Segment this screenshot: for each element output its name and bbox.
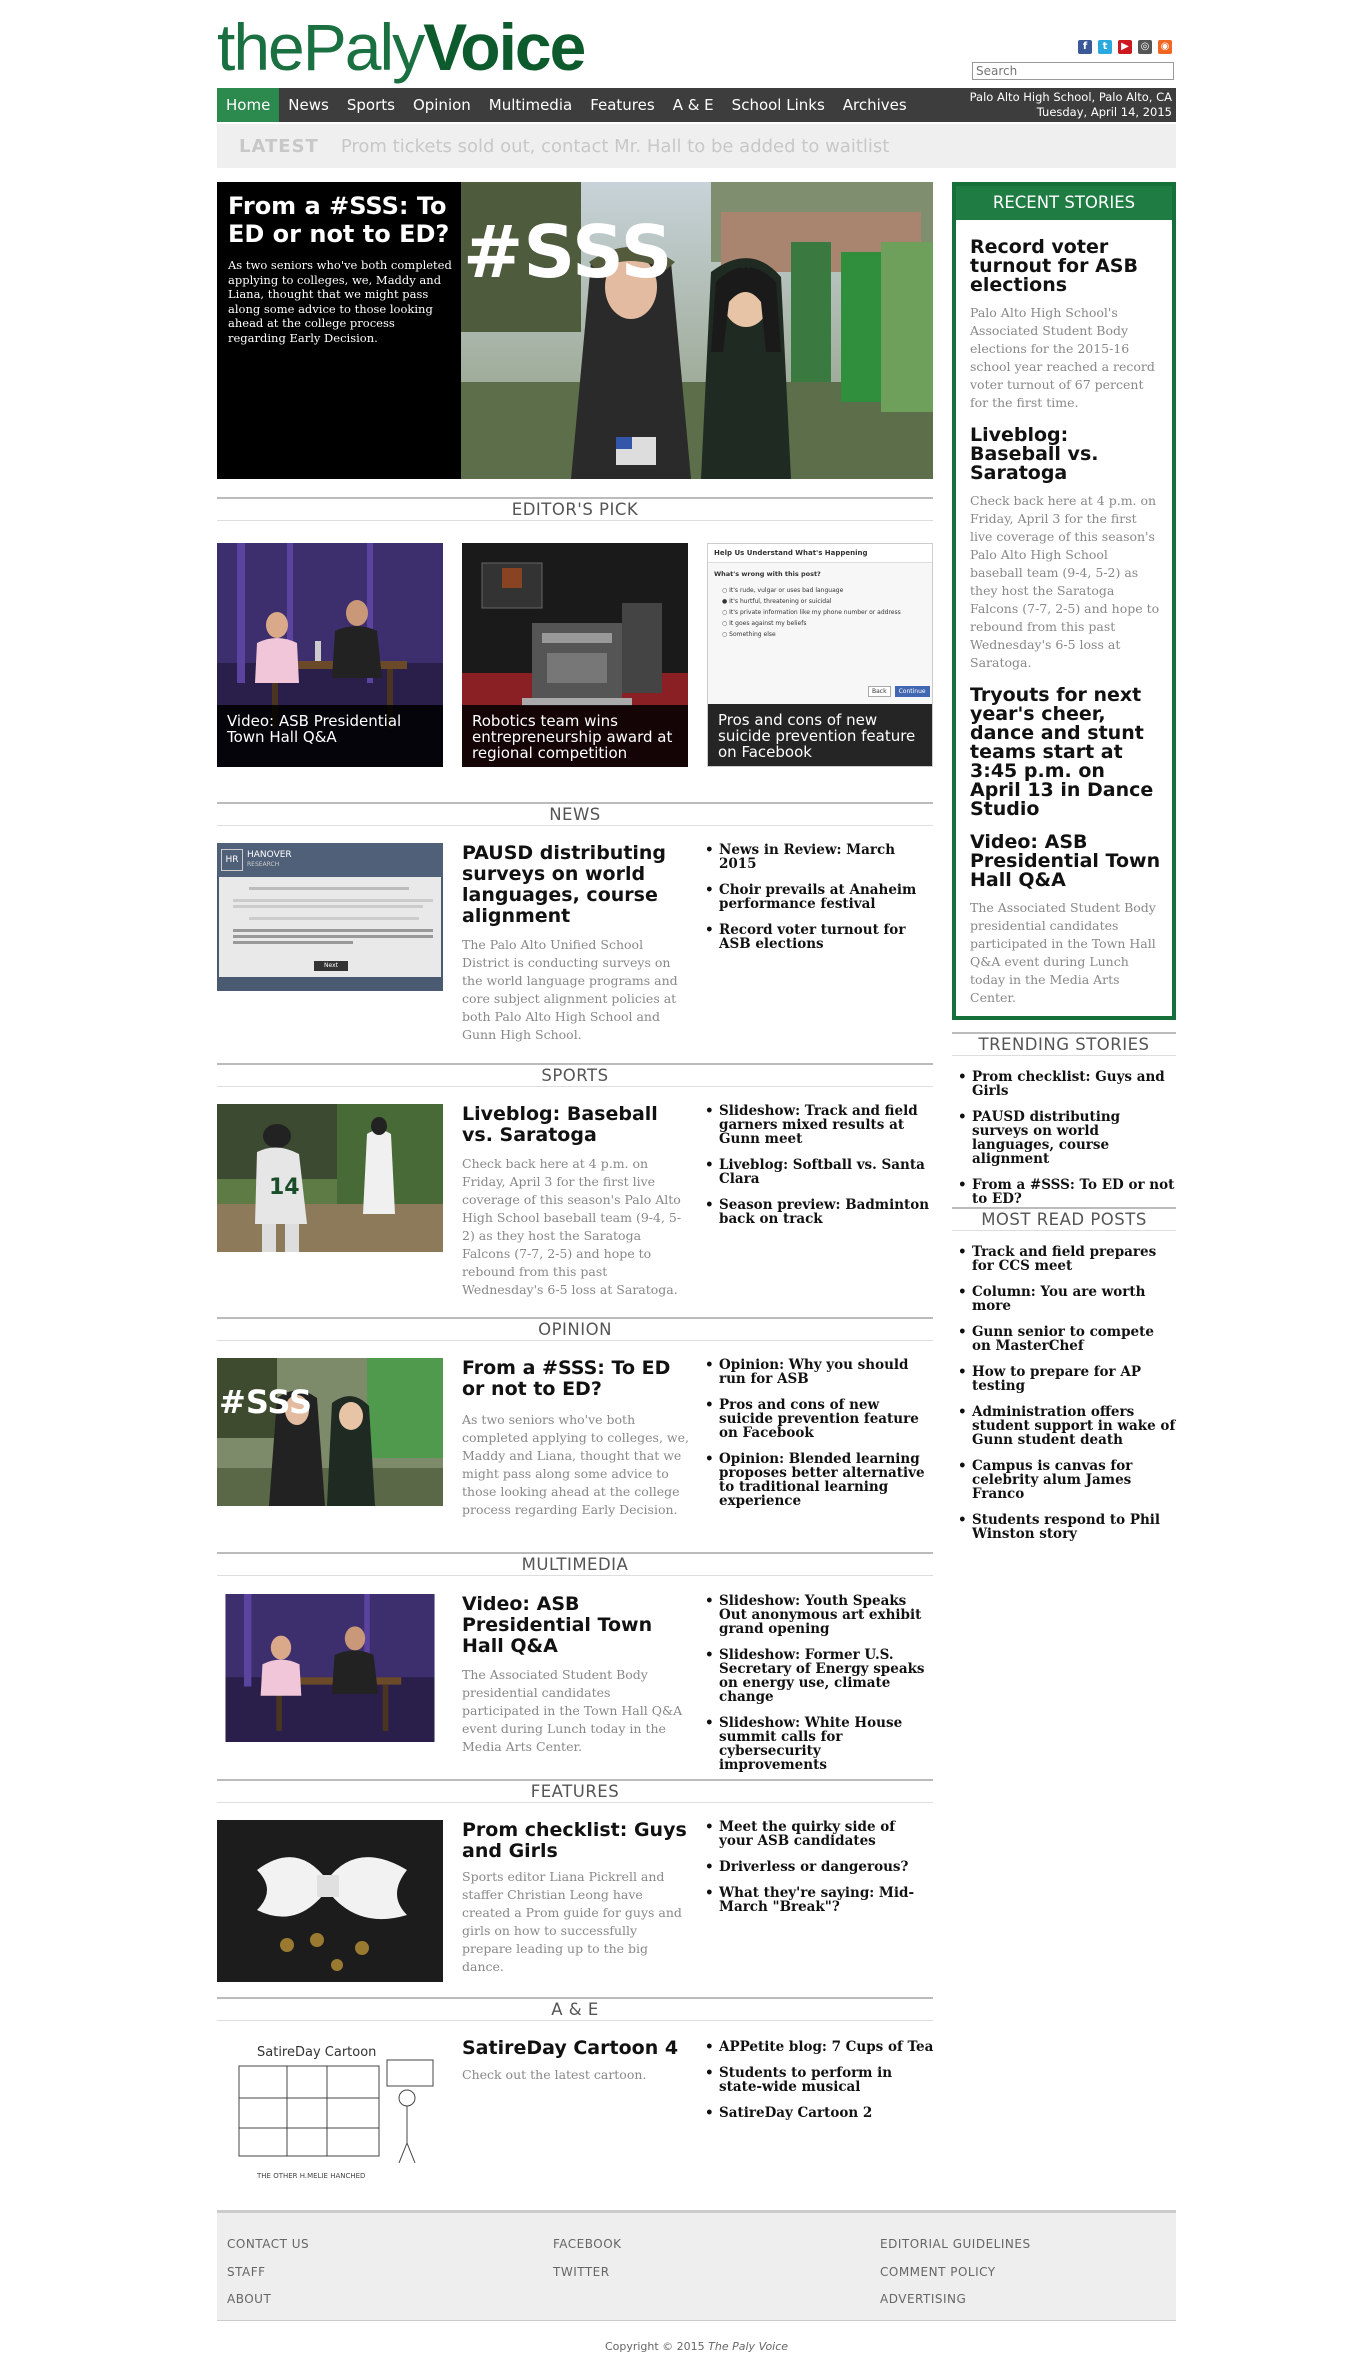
features-links [707, 1820, 933, 1926]
featured-story[interactable] [217, 182, 933, 479]
news-image[interactable] [217, 843, 443, 991]
recent-item[interactable] [970, 686, 1162, 819]
sports-image[interactable] [217, 1104, 443, 1252]
site-logo[interactable] [217, 12, 584, 82]
ae-link[interactable]: • SatireDay Cartoon 2 [719, 2106, 935, 2120]
fb-option-text: Something else [729, 631, 776, 638]
editors-pick-item[interactable] [217, 543, 443, 767]
footer-link[interactable]: ADVERTISING [880, 2292, 967, 2306]
most-read-list [952, 1245, 1176, 1553]
recent-heading: RECENT STORIES [956, 186, 1172, 220]
features-desc: Sports editor Liana Pickrell and staffer Christian Leong have created a Prom guide for guys and girls on how to successfully prepare leading up to the big dance. [462, 1869, 682, 1974]
trending-item[interactable]: • PAUSD distributing surveys on world languages, course alignment [972, 1110, 1176, 1166]
opinion-link[interactable]: • Opinion: Why you should run for ASB [719, 1358, 933, 1386]
section-heading-ae: A & E [217, 1997, 933, 2021]
footer-link[interactable]: CONTACT US [227, 2237, 310, 2251]
opinion-image[interactable] [217, 1358, 443, 1506]
sports-desc: Check back here at 4 p.m. on Friday, April 3 for the first live coverage of this season's Palo Alto High School baseball team (9-4, 5-2) as they host the Saratoga Falcons (7-7, 2-5) and hope to rebound from this past Wednesday's 6-5 loss at Saratoga. [462, 1156, 682, 1297]
cartoon-image[interactable] [217, 2038, 443, 2188]
nav-location: Palo Alto High School, Palo Alto, CA [969, 90, 1172, 104]
trending-item[interactable]: • Prom checklist: Guys and Girls [972, 1070, 1176, 1098]
featured-title[interactable]: From a #SSS: To ED or not to ED? [228, 192, 450, 248]
nav-archives[interactable]: Archives [842, 96, 907, 114]
most-read-item[interactable]: • Gunn senior to compete on MasterChef [972, 1325, 1176, 1353]
recent-item[interactable] [970, 833, 1162, 1007]
multimedia-title[interactable]: Video: ASB Presidential Town Hall Q&A [462, 1593, 653, 1657]
footer-link[interactable]: FACEBOOK [553, 2237, 622, 2251]
news-link[interactable]: • Record voter turnout for ASB elections [719, 923, 933, 951]
section-heading-features: FEATURES [217, 1779, 933, 1803]
multimedia-desc: The Associated Student Body presidential candidates participated in the Town Hall Q&A event during Lunch today in the Media Arts Center. [462, 1667, 683, 1754]
sports-link[interactable]: • Slideshow: Track and field garners mixed results at Gunn meet [719, 1104, 933, 1146]
cartoon-title: SatireDay Cartoon [257, 2045, 377, 2060]
nav-features[interactable]: Features [590, 96, 655, 114]
trending-item[interactable]: • From a #SSS: To ED or not to ED? [972, 1178, 1176, 1206]
ae-link[interactable]: • APPetite blog: 7 Cups of Tea [719, 2040, 935, 2054]
features-link[interactable]: • What they're saying: Mid-March "Break"? [719, 1886, 933, 1914]
most-read-item[interactable]: • How to prepare for AP testing [972, 1365, 1176, 1393]
editors-pick-item[interactable] [707, 543, 933, 767]
recent-item-desc: Check back here at 4 p.m. on Friday, April 3 for the first live coverage of this season's Palo Alto High School baseball team (9-4, 5-2) as they host the Saratoga Falcons (7-7, 2-5) and hope to rebound from this past Wednesday's 6-5 loss at Saratoga. [970, 493, 1160, 670]
footer-col-1 [227, 2231, 309, 2314]
nav-opinion[interactable]: Opinion [412, 96, 471, 114]
nav-info [900, 88, 1172, 122]
nav-date: Tuesday, April 14, 2015 [1036, 105, 1172, 119]
fb-option: ○ Something else [722, 631, 776, 638]
fb-dialog-question: What's wrong with this post? [714, 570, 821, 578]
fb-option-text: It goes against my beliefs [729, 620, 807, 627]
most-read-item[interactable]: • Campus is canvas for celebrity alum James Franco [972, 1459, 1176, 1501]
youtube-icon[interactable]: ▶ [1118, 40, 1132, 54]
search-input[interactable] [972, 62, 1174, 80]
nav-multimedia[interactable]: Multimedia [488, 96, 573, 114]
nav-school-links[interactable]: School Links [731, 96, 825, 114]
features-link[interactable]: • Driverless or dangerous? [719, 1860, 933, 1874]
recent-item-title[interactable]: Video: ASB Presidential Town Hall Q&A [970, 831, 1161, 891]
featured-image[interactable] [461, 182, 933, 479]
recent-item[interactable] [970, 426, 1162, 672]
fb-option-text: It's private information like my phone number or address [729, 609, 901, 616]
fb-option: ○ It goes against my beliefs [722, 620, 807, 627]
hanover-sub: RESEARCH [247, 861, 280, 868]
editors-pick-item[interactable] [462, 543, 688, 767]
trending-list [952, 1070, 1176, 1218]
footer-col-2 [553, 2231, 622, 2286]
fb-continue-button: Continue [895, 686, 930, 697]
footer-link[interactable]: ABOUT [227, 2292, 272, 2306]
news-desc: The Palo Alto Unified School District is conducting surveys on the world language programs and core subject alignment policies at both Palo Alto High School and Gunn High School. [462, 937, 678, 1042]
footer-link[interactable]: TWITTER [553, 2264, 610, 2279]
recent-item-desc: The Associated Student Body presidential candidates participated in the Town Hall Q&A event during Lunch today in the Media Arts Center. [970, 900, 1156, 1005]
recent-item-desc: Palo Alto High School's Associated Student Body elections for the 2015-16 school year reached a record voter turnout of 67 percent for the first time. [970, 305, 1155, 410]
sports-links [707, 1104, 933, 1238]
editors-pick-caption[interactable]: Video: ASB Presidential Town Hall Q&A [217, 705, 443, 767]
recent-item-title[interactable]: Record voter turnout for ASB elections [970, 236, 1138, 296]
copyright [217, 2340, 1176, 2353]
hanover-brand: HANOVER [247, 850, 292, 860]
logo-the: the [217, 10, 303, 84]
ae-desc: Check out the latest cartoon. [462, 2067, 647, 2082]
copyright-name: The Paly Voice [708, 2340, 789, 2353]
sports-jersey-number: 14 [269, 1175, 300, 1200]
footer [217, 2210, 1176, 2321]
footer-link[interactable]: COMMENT POLICY [880, 2264, 996, 2279]
fb-option-text: It's hurtful, threatening or suicidal [729, 598, 832, 605]
facebook-icon[interactable]: f [1078, 40, 1092, 54]
recent-stories [952, 182, 1176, 1020]
news-link[interactable]: • Choir prevails at Anaheim performance festival [719, 883, 933, 911]
trending-heading: TRENDING STORIES [952, 1032, 1176, 1056]
multimedia-link[interactable]: • Slideshow: Youth Speaks Out anonymous art exhibit grand opening [719, 1594, 933, 1636]
cartoon-footer: THE OTHER H.MELIE HANCHED [257, 2172, 366, 2180]
features-link[interactable]: • Meet the quirky side of your ASB candidates [719, 1820, 933, 1848]
nav-home[interactable]: Home [217, 88, 279, 122]
recent-item[interactable] [970, 238, 1162, 412]
logo-voice: Voice [423, 10, 585, 84]
fb-dialog-title: Help Us Understand What's Happening [708, 544, 933, 563]
latest-link[interactable]: Prom tickets sold out, contact Mr. Hall to be added to waitlist [340, 135, 890, 157]
opinion-link[interactable]: • Pros and cons of new suicide prevention feature on Facebook [719, 1398, 933, 1440]
social-icons [1078, 40, 1172, 54]
instagram-icon[interactable]: ◎ [1138, 40, 1152, 54]
section-heading-news: NEWS [217, 802, 933, 826]
hanover-next-button: Next [314, 961, 348, 971]
fb-option: ○ It's rude, vulgar or uses bad language [722, 587, 844, 594]
editors-pick-heading: EDITOR'S PICK [217, 497, 933, 521]
hanover-logo-icon: HR [221, 849, 243, 871]
most-read-item[interactable]: • Administration offers student support in wake of Gunn student death [972, 1405, 1176, 1447]
features-image[interactable] [217, 1820, 443, 1982]
editors-pick-caption[interactable]: Robotics team wins entrepreneurship award at regional competition [462, 705, 688, 767]
opinion-title[interactable]: From a #SSS: To ED or not to ED? [462, 1357, 671, 1400]
nav-sports[interactable]: Sports [346, 96, 395, 114]
multimedia-link[interactable]: • Slideshow: White House summit calls for cybersecurity improvements [719, 1716, 933, 1772]
news-links [707, 843, 933, 963]
latest-label: LATEST [239, 135, 319, 157]
footer-link[interactable]: EDITORIAL GUIDELINES [880, 2237, 1031, 2251]
logo-paly: Paly [302, 10, 424, 84]
rss-icon[interactable]: ◉ [1158, 40, 1172, 54]
latest-ticker [217, 124, 1176, 168]
news-link[interactable]: • News in Review: March 2015 [719, 843, 933, 871]
sports-link[interactable]: • Liveblog: Softball vs. Santa Clara [719, 1158, 933, 1186]
multimedia-link[interactable]: • Slideshow: Former U.S. Secretary of Energy speaks on energy use, climate change [719, 1648, 933, 1704]
opinion-desc: As two seniors who've both completed applying to colleges, we, Maddy and Liana, thought that we might pass along some advice to those looking ahead at the college process regarding Early Decision. [462, 1412, 689, 1517]
fb-option: ○ It's private information like my phone number or address [722, 609, 901, 616]
sports-title[interactable]: Liveblog: Baseball vs. Saratoga [462, 1103, 658, 1146]
recent-item-title[interactable]: Tryouts for next year's cheer, dance and stunt teams start at 3:45 p.m. on April 13 in Dance Studio [970, 684, 1154, 820]
recent-item-title[interactable]: Liveblog: Baseball vs. Saratoga [970, 424, 1099, 484]
fb-option-text: It's rude, vulgar or uses bad language [729, 587, 844, 594]
ae-title[interactable]: SatireDay Cartoon 4 [462, 2037, 679, 2059]
most-read-item[interactable]: • Column: You are worth more [972, 1285, 1176, 1313]
features-title[interactable]: Prom checklist: Guys and Girls [462, 1819, 687, 1862]
sports-link[interactable]: • Season preview: Badminton back on track [719, 1198, 933, 1226]
news-title[interactable]: PAUSD distributing surveys on world languages, course alignment [462, 842, 667, 927]
footer-col-3 [880, 2231, 1031, 2314]
section-heading-multimedia: MULTIMEDIA [217, 1552, 933, 1576]
opinion-image-text: #SSS [219, 1383, 313, 1421]
footer-link[interactable]: STAFF [227, 2264, 266, 2279]
ae-links [707, 2040, 935, 2132]
fb-back-button: Back [868, 686, 891, 697]
opinion-links [707, 1358, 933, 1520]
featured-image-text: #SSS [463, 210, 673, 294]
editors-pick-caption[interactable]: Pros and cons of new suicide prevention feature on Facebook [708, 704, 932, 766]
opinion-link[interactable]: • Opinion: Blended learning proposes better alternative to traditional learning experience [719, 1452, 933, 1508]
multimedia-image[interactable] [217, 1594, 443, 1742]
multimedia-links [707, 1594, 933, 1784]
most-read-item[interactable]: • Students respond to Phil Winston story [972, 1513, 1176, 1541]
section-heading-sports: SPORTS [217, 1063, 933, 1087]
featured-desc: As two seniors who've both completed applying to colleges, we, Maddy and Liana, thought that we might pass along some advice to those looking ahead at the college process regarding Early Decision. [228, 258, 452, 345]
section-heading-opinion: OPINION [217, 1317, 933, 1341]
most-read-item[interactable]: • Track and field prepares for CCS meet [972, 1245, 1176, 1273]
fb-option: ● It's hurtful, threatening or suicidal [722, 598, 832, 605]
ae-link[interactable]: • Students to perform in state-wide musical [719, 2066, 935, 2094]
twitter-icon[interactable]: t [1098, 40, 1112, 54]
nav-ae[interactable]: A & E [672, 96, 714, 114]
copyright-prefix: Copyright © 2015 [604, 2340, 709, 2353]
most-read-heading: MOST READ POSTS [952, 1207, 1176, 1231]
nav-news[interactable]: News [288, 96, 329, 114]
